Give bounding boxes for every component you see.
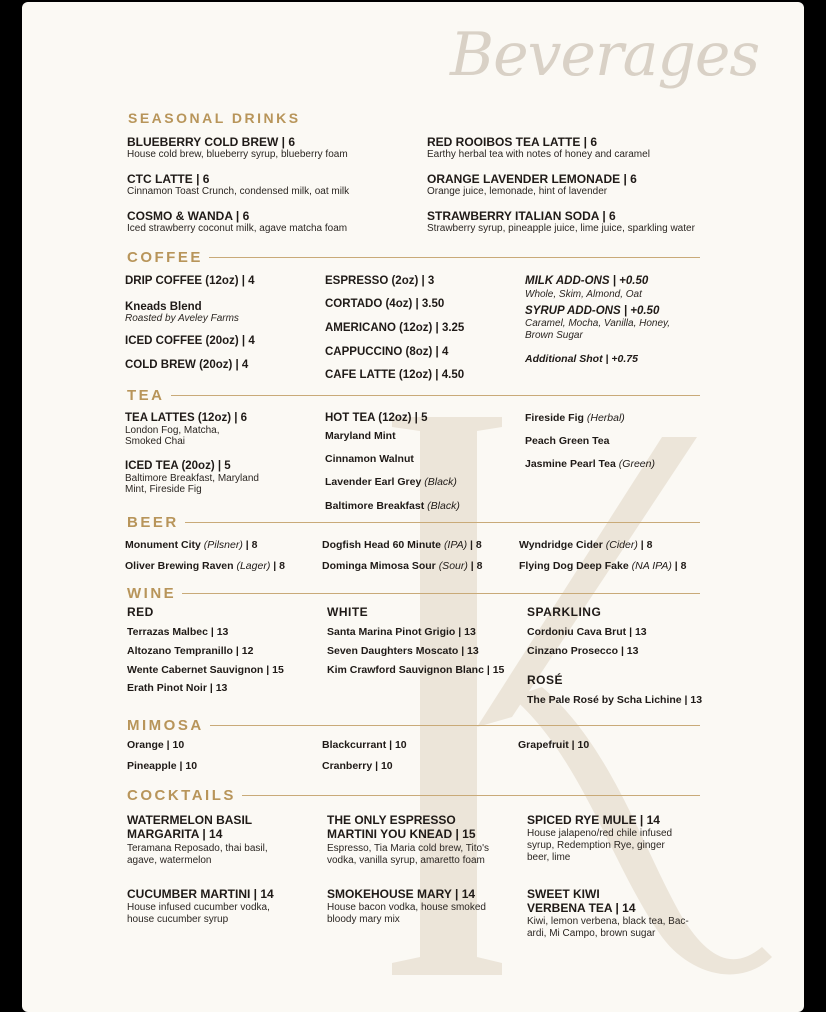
mimosa-item: Pineapple | 10: [127, 760, 198, 772]
section-heading-mimosa: [127, 715, 700, 735]
item-style: (Cider): [605, 539, 638, 551]
menu-item: ESPRESSO (2oz) | 3: [325, 275, 435, 287]
menu-item: [127, 135, 348, 161]
cocktail-item: [527, 813, 672, 864]
item-description: bloody mary mix: [327, 914, 400, 925]
item-description: House infused cucumber vodka,: [127, 902, 270, 913]
item-style: (Herbal): [586, 412, 625, 424]
item-name: ORANGE LAVENDER LEMONADE | 6: [427, 172, 637, 186]
item-price: | 8: [273, 560, 285, 572]
item-description: syrup, Redemption Rye, ginger: [527, 840, 665, 851]
divider: [171, 395, 701, 396]
item-style: (Pilsner): [203, 539, 243, 551]
menu-item: CORTADO (4oz) | 3.50: [325, 298, 445, 310]
cocktail-item: [527, 887, 689, 940]
item-price: | 8: [674, 560, 687, 572]
section-heading-beer: [127, 512, 700, 532]
menu-item: [127, 172, 349, 198]
item-name: MARTINI YOU KNEAD | 15: [327, 827, 476, 841]
item-note: Roasted by Aveley Farms: [125, 313, 239, 324]
section-heading-wine: [127, 583, 700, 603]
cocktail-item: [327, 887, 486, 926]
wine-item: Erath Pinot Noir | 13: [127, 682, 228, 694]
menu-item: Cinnamon Walnut: [325, 453, 414, 465]
divider: [185, 522, 700, 523]
section-title: WINE: [127, 584, 177, 602]
item-name: Fireside Fig: [525, 412, 584, 424]
menu-item: [525, 457, 655, 471]
item-name: Oliver Brewing Raven: [125, 560, 234, 572]
menu-item: SYRUP ADD-ONS | +0.50: [525, 305, 660, 317]
wine-item: Cinzano Prosecco | 13: [527, 645, 639, 657]
menu-item: [127, 209, 347, 235]
beer-item: [125, 559, 285, 573]
wine-item: The Pale Rosé by Scha Lichine | 13: [527, 694, 703, 706]
mimosa-item: Grapefruit | 10: [518, 739, 590, 751]
item-price: | 8: [640, 539, 653, 551]
menu-item: Kneads Blend: [125, 301, 202, 313]
divider: [242, 795, 700, 796]
menu-item: Peach Green Tea: [525, 435, 610, 447]
item-name: CTC LATTE | 6: [127, 172, 210, 186]
item-name: Dogfish Head 60 Minute: [322, 539, 442, 551]
menu-item: AMERICANO (12oz) | 3.25: [325, 322, 465, 334]
beer-item: [322, 559, 483, 573]
menu-page: [22, 2, 804, 1012]
item-price: | 8: [470, 560, 483, 572]
item-description: House bacon vodka, house smoked: [327, 902, 486, 913]
menu-item: TEA LATTES (12oz) | 6: [125, 412, 248, 424]
item-name: WATERMELON BASIL: [127, 813, 253, 827]
item-name: Lavender Earl Grey: [325, 476, 422, 488]
wine-item: Kim Crawford Sauvignon Blanc | 15: [327, 664, 505, 676]
item-description: Teramana Reposado, thai basil,: [127, 843, 268, 854]
item-description: beer, lime: [527, 852, 571, 863]
menu-item: DRIP COFFEE (12oz) | 4: [125, 275, 255, 287]
mimosa-item: Cranberry | 10: [322, 760, 393, 772]
menu-item: CAPPUCCINO (8oz) | 4: [325, 346, 449, 358]
page-title: Beverages: [450, 20, 760, 90]
menu-item: [525, 411, 625, 425]
menu-item: Maryland Mint: [325, 430, 396, 442]
mimosa-item: Blackcurrant | 10: [322, 739, 407, 751]
item-style: (Sour): [438, 560, 468, 572]
item-description: Mint, Fireside Fig: [125, 484, 202, 495]
item-name: SWEET KIWI: [527, 887, 600, 901]
item-description: Smoked Chai: [125, 436, 186, 447]
beer-item: [519, 559, 687, 573]
wine-item: Cordoniu Cava Brut | 13: [527, 626, 647, 638]
divider: [210, 725, 700, 726]
item-description: vodka, vanilla syrup, amaretto foam: [327, 855, 485, 866]
item-name: CUCUMBER MARTINI | 14: [127, 887, 274, 901]
item-price: | 8: [470, 539, 482, 551]
item-name: Wyndridge Cider: [519, 539, 603, 551]
section-title: MIMOSA: [127, 716, 204, 734]
section-heading-cocktails: [127, 785, 700, 805]
item-style: (NA IPA): [631, 560, 672, 572]
item-description: Iced strawberry coconut milk, agave matcha foam: [127, 223, 348, 234]
item-note: Whole, Skim, Almond, Oat: [525, 289, 642, 300]
wine-item: Terrazas Malbec | 13: [127, 626, 229, 638]
cocktail-item: [127, 813, 268, 867]
item-price: | 8: [245, 539, 258, 551]
item-name: SMOKEHOUSE MARY | 14: [327, 887, 476, 901]
menu-item: CAFE LATTE (12oz) | 4.50: [325, 369, 465, 381]
wine-item: Altozano Tempranillo | 12: [127, 645, 254, 657]
divider: [182, 593, 700, 594]
item-name: Dominga Mimosa Sour: [322, 560, 436, 572]
menu-item: [427, 209, 695, 235]
mimosa-item: Orange | 10: [127, 739, 185, 751]
beer-item: [322, 538, 482, 552]
item-description: Cinnamon Toast Crunch, condensed milk, oat milk: [127, 186, 350, 197]
item-style: (IPA): [443, 539, 468, 551]
item-description: Orange juice, lemonade, hint of lavender: [427, 186, 608, 197]
item-name: SPICED RYE MULE | 14: [527, 813, 660, 827]
beer-item: [125, 538, 257, 552]
item-name: Jasmine Pearl Tea: [525, 458, 616, 470]
item-name: MARGARITA | 14: [127, 827, 223, 841]
section-heading-tea: [127, 385, 700, 405]
wine-category-rose: ROSÉ: [527, 673, 564, 687]
item-description: House cold brew, blueberry syrup, blueberry foam: [127, 149, 348, 160]
cocktail-item: [327, 813, 489, 867]
wine-category-red: RED: [127, 605, 154, 619]
section-heading-seasonal: SEASONAL DRINKS: [128, 110, 301, 126]
wine-category-white: WHITE: [327, 605, 369, 619]
item-name: COSMO & WANDA | 6: [127, 209, 250, 223]
section-title: BEER: [127, 513, 179, 531]
item-description: ardi, Mi Campo, brown sugar: [527, 928, 656, 939]
item-name: Monument City: [125, 539, 201, 551]
item-style: (Black): [427, 500, 460, 512]
item-description: Baltimore Breakfast, Maryland: [125, 473, 259, 484]
menu-item: Additional Shot | +0.75: [525, 353, 638, 365]
item-note: Brown Sugar: [525, 330, 583, 341]
item-name: Baltimore Breakfast: [325, 500, 425, 512]
menu-item: [427, 135, 650, 161]
item-note: Caramel, Mocha, Vanilla, Honey,: [525, 318, 671, 329]
wine-item: Wente Cabernet Sauvignon | 15: [127, 664, 284, 676]
wine-item: Santa Marina Pinot Grigio | 13: [327, 626, 476, 638]
section-title: COCKTAILS: [127, 786, 236, 804]
item-name: THE ONLY ESPRESSO: [327, 813, 456, 827]
menu-item: COLD BREW (20oz) | 4: [125, 359, 249, 371]
item-style: (Green): [618, 458, 655, 470]
menu-item: [427, 172, 637, 198]
menu-item: [325, 499, 460, 513]
section-title: COFFEE: [127, 248, 203, 266]
menu-item: [325, 475, 457, 489]
item-description: Espresso, Tia Maria cold brew, Tito's: [327, 843, 489, 854]
item-description: Strawberry syrup, pineapple juice, lime juice, sparkling water: [427, 223, 695, 234]
menu-item: ICED COFFEE (20oz) | 4: [125, 335, 255, 347]
item-description: agave, watermelon: [127, 855, 212, 866]
item-description: Earthy herbal tea with notes of honey and caramel: [427, 149, 650, 160]
item-name: Flying Dog Deep Fake: [519, 560, 629, 572]
item-description: Kiwi, lemon verbena, black tea, Bac-: [527, 916, 689, 927]
menu-item: ICED TEA (20oz) | 5: [125, 460, 231, 472]
section-title: TEA: [127, 386, 165, 404]
item-name: BLUEBERRY COLD BREW | 6: [127, 135, 296, 149]
item-style: (Lager): [236, 560, 271, 572]
item-description: House jalapeno/red chile infused: [527, 828, 673, 839]
item-style: (Black): [424, 476, 457, 488]
wine-item: Seven Daughters Moscato | 13: [327, 645, 479, 657]
section-heading-coffee: [127, 247, 700, 267]
menu-item: HOT TEA (12oz) | 5: [325, 412, 428, 424]
menu-item: MILK ADD-ONS | +0.50: [525, 275, 649, 287]
item-name: STRAWBERRY ITALIAN SODA | 6: [427, 209, 616, 223]
cocktail-item: [127, 887, 274, 926]
item-name: VERBENA TEA | 14: [527, 901, 636, 915]
divider: [209, 257, 700, 258]
item-description: London Fog, Matcha,: [125, 425, 220, 436]
item-description: house cucumber syrup: [127, 914, 229, 925]
item-name: RED ROOIBOS TEA LATTE | 6: [427, 135, 598, 149]
beer-item: [519, 538, 652, 552]
wine-category-sparkling: SPARKLING: [527, 605, 602, 619]
